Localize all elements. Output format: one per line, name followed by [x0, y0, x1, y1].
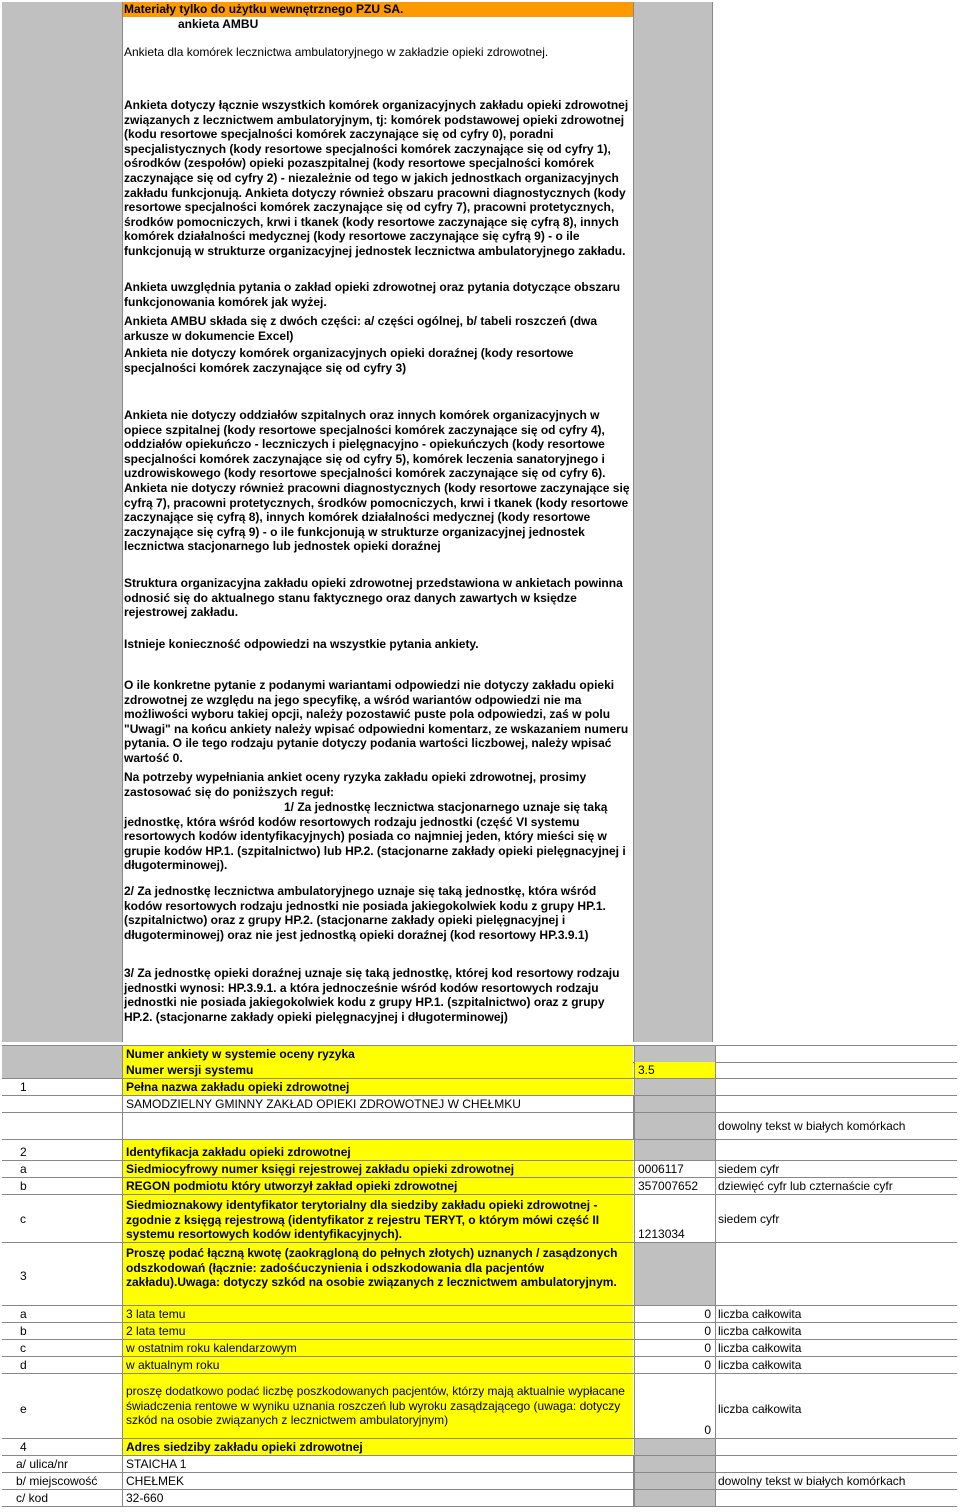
header-notice: Materiały tylko do użytku wewnętrznego PZU SA.	[124, 2, 404, 16]
version-value[interactable]: 3.5	[634, 1062, 716, 1078]
table-row	[2, 1045, 957, 1063]
facility-name-field[interactable]: SAMODZIELNY GMINNY ZAKŁAD OPIEKI ZDROWOTNEJ W CHEŁMKU	[123, 1096, 634, 1112]
table-row: b/ miejscowość CHEŁMEK dowolny tekst w białych komórkach	[2, 1473, 957, 1490]
table-row: Numer wersji systemu 3.5	[2, 1062, 957, 1079]
table-row	[2, 1096, 957, 1113]
table-row: 4 Adres siedziby zakładu opieki zdrowotnej	[2, 1439, 957, 1456]
rule-3-paragraph: 3/ Za jednostkę opieki doraźnej uznaje się taką jednostkę, której kod resortowy rodzaju jednostki wynosi: HP.3.9.1. a która jednocześnie wśród kodów resortowych rodzaju jednostki nie posiada jakiegokolwiek kodu z grupy HP.1. (szpitalnictwo) oraz z grupy HP.2. (stacjonarne zakłady opieki pielęgnacyjnej i długoterminowej)	[124, 966, 620, 1024]
intro-paragraph: Ankieta dotyczy łącznie wszystkich komórek organizacyjnych zakładu opieki zdrowotnej związanych z lecznictwem ambulatoryjnym, tj: komórek podstawowej opieki zdrowotnej (kodu resortowe specjalności komórek zaczynające się od cyfry 0), poradni specjalistycznych (kody resortowe specjalności komórek zaczynające się od cyfry 1), ośrodków (zespołów) opieki pozaszpitalnej (kody resortowe specjalności komórek zaczynające się od cyfry 2) - niezależnie od tego w jakich jednostkach organizacyjnych zakładu funkcjonują. Ankieta dotyczy również obszaru pracowni diagnostycznych (kody resortowe specjalności komórek zaczynające się od cyfry 7), pracowni protetycznych, środków pomocniczych, krwi i tkanek (kody resortowe zaczynające się cyfrą 8), innych komórek działalności medycznej (kody resortowe zaczynające się cyfrą 9) - o ile funkcjonują w strukturze organizacyjnej jednostek lecznictwa ambulatoryjnego zakładu.	[124, 98, 629, 258]
street-field[interactable]: STAICHA 1	[123, 1456, 634, 1472]
table-row: dowolny tekst w białych komórkach	[2, 1113, 957, 1140]
table-row: c Siedmioznakowy identyfikator terytorialny dla siedziby zakładu opieki zdrowotnej - zgodnie z księgą rejestrową (identyfikator z rejestru TERYT, o którym mówi część II systemu resortowych kodów identyfikacyjnych). 1213034 siedem cyfr	[2, 1195, 957, 1243]
exclusion-paragraph-1: Ankieta nie dotyczy komórek organizacyjnych opieki doraźnej (kody resortowe specjalności komórek zaczynające się od cyfry 3)	[124, 346, 574, 375]
table-row: b REGON podmiotu który utworzył zakład opieki zdrowotnej 357007652 dziewięć cyfr lub czternaście cyfr	[2, 1178, 957, 1195]
row-number-cell	[2, 1046, 123, 1062]
table-row: 1 Pełna nazwa zakładu opieki zdrowotnej	[2, 1079, 957, 1096]
table-row: c/ kod 32-660	[2, 1490, 957, 1507]
exclusion-paragraph-2: Ankieta nie dotyczy oddziałów szpitalnych oraz innych komórek organizacyjnych w opiece szpitalnej (kody resortowe specjalności komórek zaczynające się od cyfry 4), oddziałów opiekuńczo - leczniczych i pielęgnacyjno - opiekuńczych (kody resortowe specjalności komórek zaczynające się od cyfry 5), komórek leczenia sanatoryjnego i uzdrowiskowego (kody resortowe specjalności komórek zaczynające się od cyfry 6). Ankieta nie dotyczy również pracowni diagnostycznych (kody resortowe zaczynające się cyfrą 7), pracowni protetycznych, środków pomocniczych, krwi i tkanek (kody resortowe zaczynające się cyfrą 8), innych komórek działalności medycznej (kody resortowe zaczynające się cyfrą 9) - o ile funkcjonują w strukturze organizacyjnej jednostek lecznictwa stacjonarnego lub jednostek opieki doraźnej	[124, 408, 630, 554]
right-gray-column	[633, 2, 713, 1042]
row-label-cell: Numer ankiety w systemie oceny ryzyka	[123, 1046, 633, 1062]
table-row: 3 Proszę podać łączną kwotę (zaokrągloną do pełnych złotych) uznanych / zasądzonych odszkodowań (łącznie: zadośćuczynienia i odszkodowania dla pacjentów zakładu).Uwaga: dotyczy szkód na osobie związanych z lecznictwem ambulatoryjnym.	[2, 1243, 957, 1306]
city-field[interactable]: CHEŁMEK	[123, 1473, 634, 1489]
rule-2-paragraph: 2/ Za jednostkę lecznictwa ambulatoryjnego uznaje się taką jednostkę, która wśród kodów resortowych rodzaju jednostki nie posiada jakiegokolwiek kodu z grupy HP.1. (szpitalnictwo) oraz z grupy HP.2. (stacjonarne zakłady opieki pielęgnacyjnej i długoterminowej) oraz nie jest jednostką opieki doraźnej (kod resortowy HP.3.9.1)	[124, 884, 606, 942]
parts-paragraph: Ankieta AMBU składa się z dwóch części: a/ części ogólnej, b/ tabeli roszczeń (dwa arkusze w dokumencie Excel)	[124, 314, 598, 343]
instructions-paragraph: O ile konkretne pytanie z podanymi wariantami odpowiedzi nie dotyczy zakładu opieki zdrowotnej ze względu na jego specyfikę, a wśród wariantów odpowiedzi nie ma możliwości wyboru takiej opcji, należy pozostawić puste pola odpowiedzi, zaś w polu "Uwagi" na końcu ankiety należy wpisać odpowiedni komentarz, ze wskazaniem numeru pytania. O ile tego rodzaju pytanie dotyczy podania wartości liczbowej, należy wpisać wartość 0.	[124, 678, 629, 765]
structure-paragraph: Struktura organizacyjna zakładu opieki zdrowotnej przedstawiona w ankietach powinna odnosić się do aktualnego stanu faktycznego oraz danych zawartych w księdze rejestrowej zakładu.	[124, 576, 623, 620]
postal-code-field[interactable]: 32-660	[123, 1490, 634, 1506]
table-row: a 3 lata temu 0 liczba całkowita	[2, 1306, 957, 1323]
form-title: ankieta AMBU	[178, 17, 259, 31]
teryt-field[interactable]: 1213034	[634, 1195, 716, 1242]
rule-1-paragraph: 1/ Za jednostkę lecznictwa stacjonarnego uznaje się taką jednostkę, która wśród kodów resortowych rodzaju jednostki (część VI systemu resortowych kodów identyfikacyjnych) posiada co najmniej jeden, który mieści się w grupie kodów HP.1. (szpitalnictwo) lub HP.2. (stacjonarne zakłady opieki pielęgnacyjnej i długoterminowej).	[124, 800, 626, 873]
register-number-field[interactable]: 0006117	[634, 1161, 716, 1177]
table-row: 2 Identyfikacja zakładu opieki zdrowotnej	[2, 1140, 957, 1161]
table-row: e proszę dodatkowo podać liczbę poszkodowanych pacjentów, którzy mają aktualnie wypłacane świadczenia rentowe w wyniku uznania roszczeń lub wyroku zasądzającego (uwaga: dotyczy szkód na osobie związanych z lecznictwem ambulatoryjnym) 0 liczba całkowita	[2, 1374, 957, 1439]
mandatory-paragraph: Istnieje konieczność odpowiedzi na wszystkie pytania ankiety.	[124, 637, 479, 651]
row-value-cell[interactable]	[634, 1046, 716, 1062]
table-row: c w ostatnim roku kalendarzowym 0 liczba całkowita	[2, 1340, 957, 1357]
rules-intro-paragraph: Na potrzeby wypełniania ankiet oceny ryzyka zakładu opieki zdrowotnej, prosimy zastosować się do poniższych reguł:	[124, 770, 587, 799]
form-subtitle: Ankieta dla komórek lecznictwa ambulatoryjnego w zakładzie opieki zdrowotnej.	[124, 45, 549, 59]
scope-paragraph: Ankieta uwzględnia pytania o zakład opieki zdrowotnej oraz pytania dotyczące obszaru funkcjonowania komórek jak wyżej.	[124, 280, 621, 309]
table-row: a/ ulica/nr STAICHA 1	[2, 1456, 957, 1473]
left-gray-column	[2, 2, 123, 1042]
table-row: d w aktualnym roku 0 liczba całkowita	[2, 1357, 957, 1374]
table-row: b 2 lata temu 0 liczba całkowita	[2, 1323, 957, 1340]
row-note-cell	[715, 1046, 957, 1062]
regon-field[interactable]: 357007652	[634, 1178, 716, 1194]
table-row: a Siedmiocyfrowy numer księgi rejestrowej zakładu opieki zdrowotnej 0006117 siedem cyfr	[2, 1161, 957, 1178]
